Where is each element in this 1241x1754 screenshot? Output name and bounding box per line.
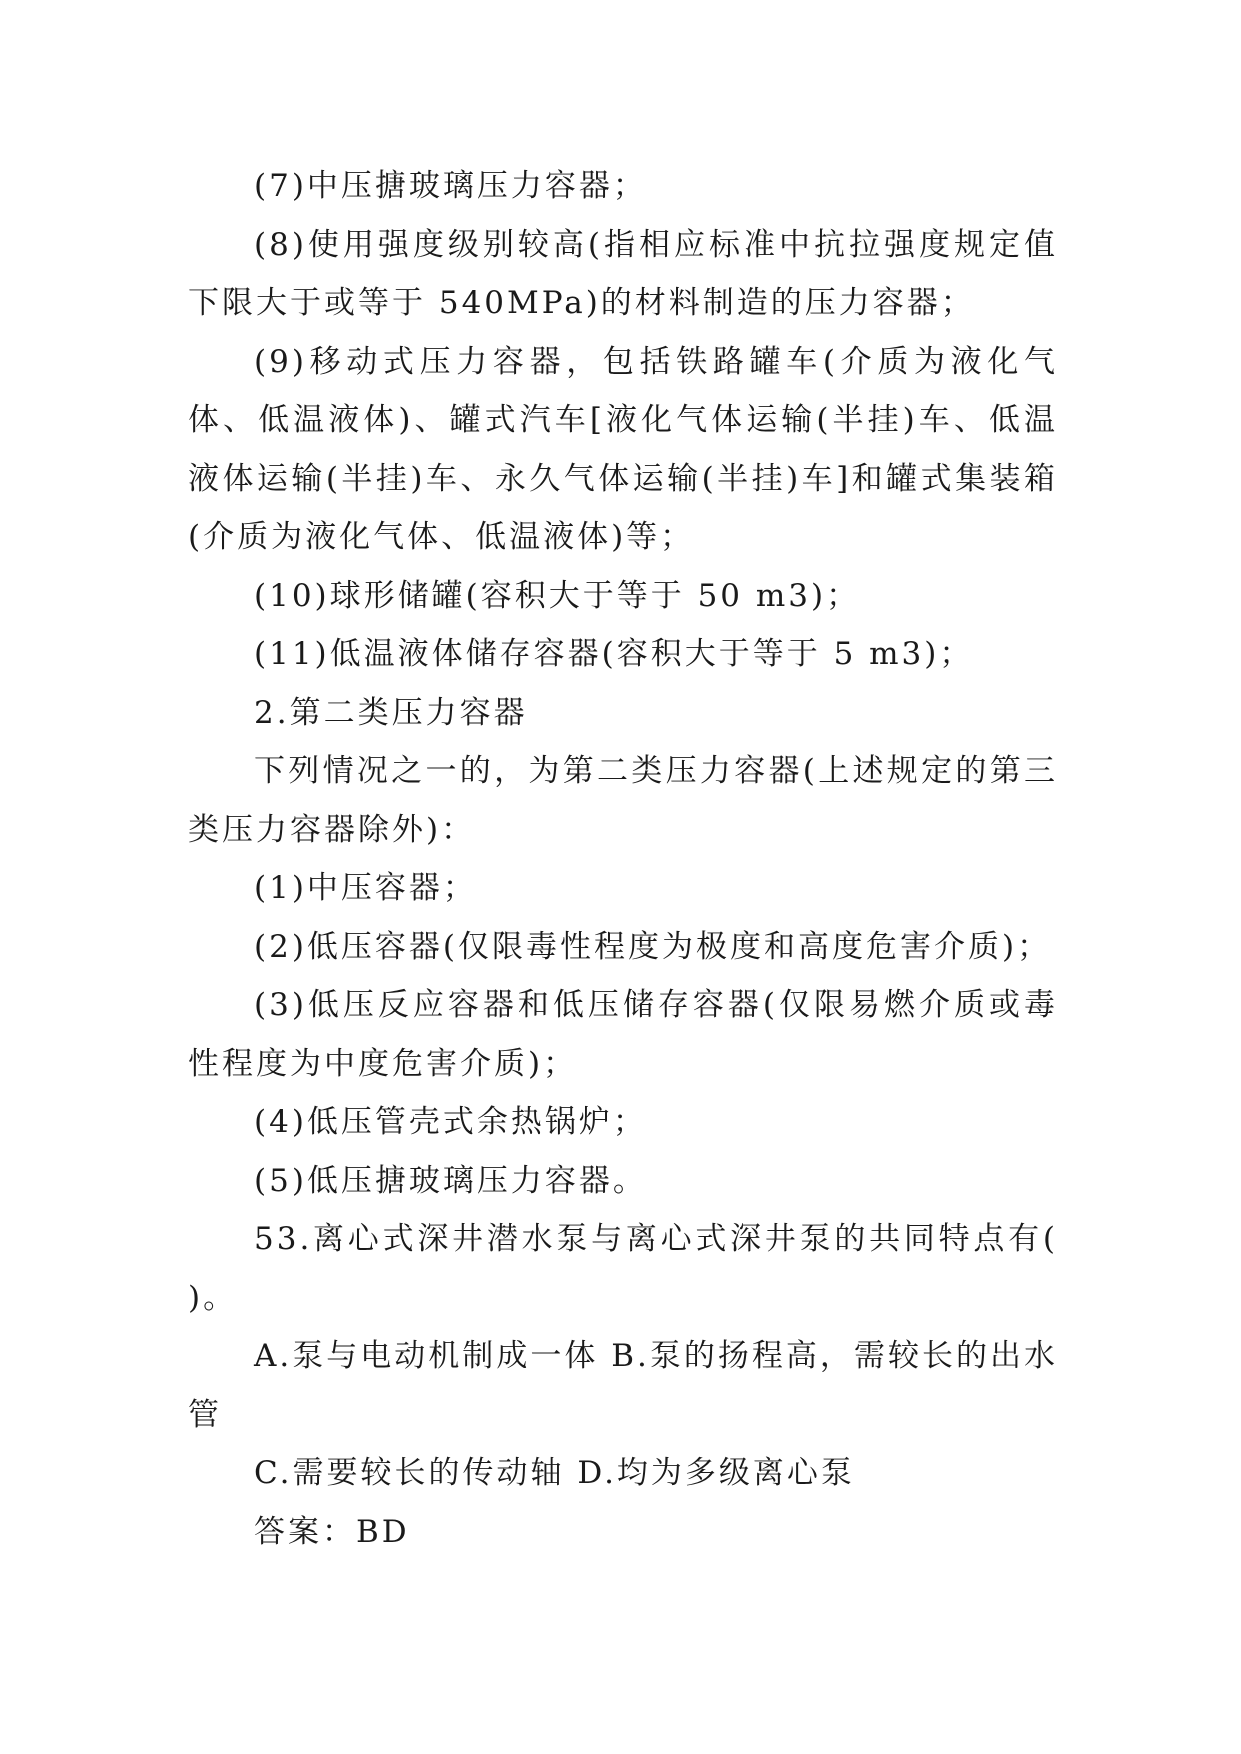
- section-heading-class-2: 2.第二类压力容器: [254, 694, 528, 731]
- answer-line: 答案：BD: [254, 1513, 410, 1550]
- paragraph-item-8: (8)使用强度级别较高(指相应标准中抗拉强度规定值下限大于或等于 540MPa)的材料制造的压力容器；: [188, 226, 1058, 321]
- question-options-cd: C.需要较长的传动轴 D.均为多级离心泵: [254, 1455, 855, 1491]
- paragraph-item-9: (9)移动式压力容器，包括铁路罐车(介质为液化气体、低温液体)、罐式汽车[液化气体运输(半挂)车、低温液体运输(半挂)车、永久气体运输(半挂)车]和罐式集装箱(介质为液化气体、低温液体)等；: [188, 343, 1058, 555]
- paragraph-intro: 下列情况之一的，为第二类压力容器(上述规定的第三类压力容器除外)：: [188, 753, 1058, 848]
- question-53: 53.离心式深井潜水泵与离心式深井泵的共同特点有( )。: [188, 1221, 1058, 1316]
- paragraph-class2-item-4: (4)低压管壳式余热锅炉；: [254, 1104, 647, 1140]
- paragraph-class2-item-1: (1)中压容器；: [254, 870, 477, 906]
- paragraph-class2-item-3: (3)低压反应容器和低压储存容器(仅限易燃介质或毒性程度为中度危害介质)；: [188, 987, 1058, 1082]
- question-options-ab: A.泵与电动机制成一体 B.泵的扬程高，需较长的出水管: [188, 1338, 1058, 1433]
- document-body: [188, 157, 1058, 1561]
- paragraph-class2-item-5: (5)低压搪玻璃压力容器。: [254, 1162, 647, 1199]
- paragraph-item-11: (11)低温液体储存容器(容积大于等于 5 m3)；: [254, 636, 974, 672]
- paragraph-class2-item-2: (2)低压容器(仅限毒性程度为极度和高度危害介质)；: [254, 928, 1052, 965]
- paragraph-item-10: (10)球形储罐(容积大于等于 50 m3)；: [254, 577, 861, 614]
- paragraph-item-7: (7)中压搪玻璃压力容器；: [254, 168, 647, 204]
